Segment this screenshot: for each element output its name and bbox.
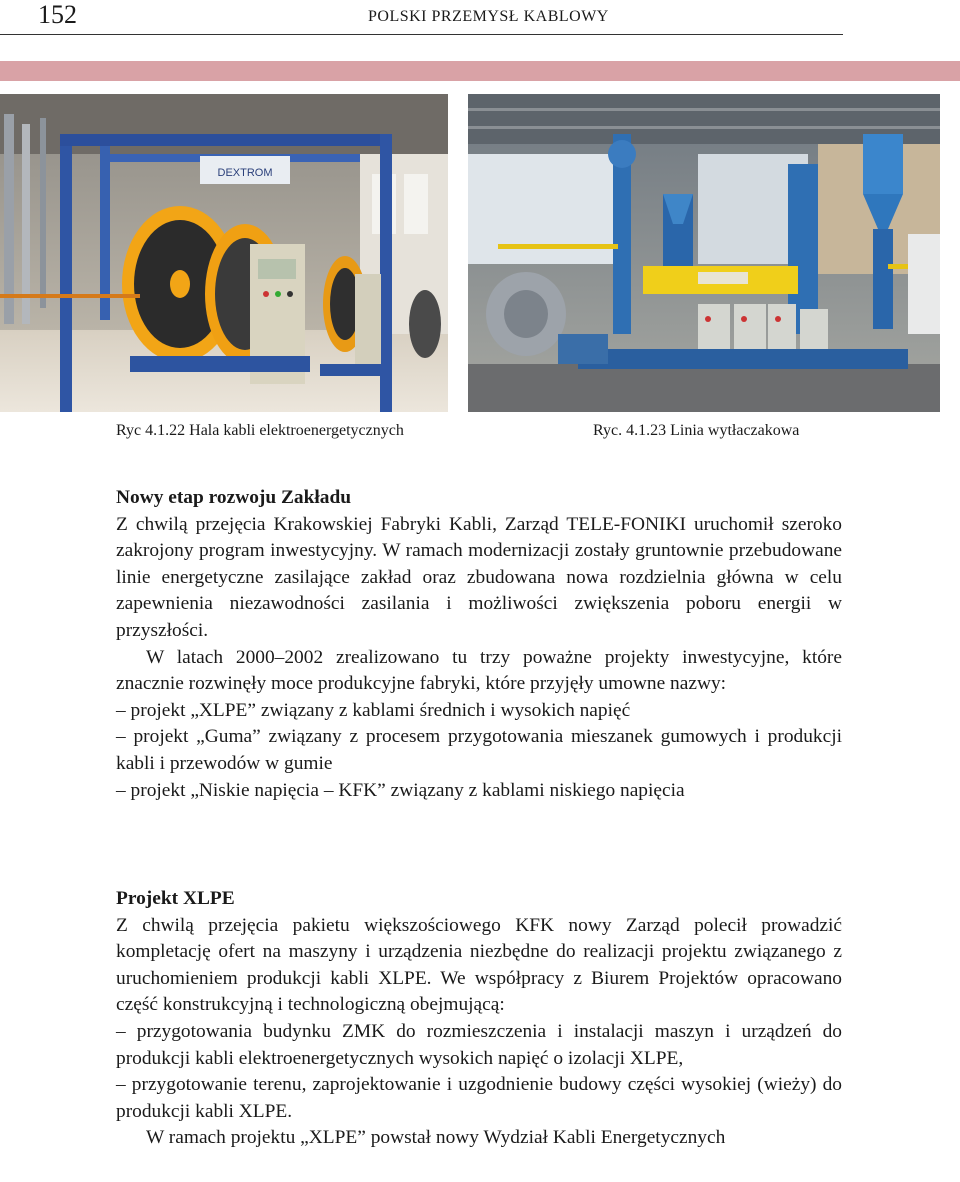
section-heading: Nowy etap rozwoju Zakładu — [116, 487, 352, 508]
dextrom-sign-text: DEXTROM — [217, 167, 273, 179]
list-item: – projekt „Guma” związany z procesem przygotowania mieszanek gumowych i produkcji kabli i przewodów w gumie — [116, 726, 842, 774]
photo-extruder-line — [468, 94, 940, 412]
figure-caption-right: Ryc. 4.1.23 Linia wytłaczakowa — [593, 422, 800, 439]
section-development — [116, 485, 842, 804]
paragraph: Z chwilą przejęcia Krakowskiej Fabryki Kabli, Zarząd TELE-FONIKI uruchomił szeroko zakrojony program inwestycyjny. W ramach modernizacji zostały gruntownie przebudowane linie energetyczne zasilające zakład oraz zbudowana nowa rozdzielnia główna w celu zapewnienia niezawodności zasilania i możliwości zwiększenia poboru energii w przyszłości. — [116, 513, 842, 641]
paragraph: Z chwilą przejęcia pakietu większościowego KFK nowy Zarząd polecił prowadzić kompletację ofert na maszyny i urządzenia niezbędne do realizacji projektu związanego z uruchomieniem produkcji kabli XLPE. We współpracy z Biurem Projektów opracowano część konstrukcyjną i technologiczną obejmującą: — [116, 914, 842, 1016]
paragraph: W latach 2000–2002 zrealizowano tu trzy poważne projekty inwestycyjne, które znacznie rozwinęły moce produkcyjne fabryki, które przyjęły umowne nazwy: — [116, 646, 842, 695]
page-number: 152 — [38, 0, 77, 29]
paragraph: W ramach projektu „XLPE” powstał nowy Wydział Kabli Energetycznych — [146, 1127, 726, 1149]
figure-caption-left: Ryc 4.1.22 Hala kabli elektroenergetycznych — [116, 422, 404, 439]
photo-cable-hall — [0, 94, 448, 412]
decorative-band — [0, 61, 960, 81]
list-item: – projekt „XLPE” związany z kablami średnich i wysokich napięć — [116, 699, 631, 721]
list-item: – przygotowania budynku ZMK do rozmieszczenia i instalacji maszyn i urządzeń do produkcji kabli elektroenergetycznych wysokich napięć o izolacji XLPE, — [116, 1020, 842, 1069]
section-heading: Projekt XLPE — [116, 888, 235, 909]
list-item: – przygotowanie terenu, zaprojektowanie i uzgodnienie budowy części wysokiej (wieży) do produkcji kabli XLPE. — [116, 1074, 842, 1122]
list-item: – projekt „Niskie napięcia – KFK” związany z kablami niskiego napięcia — [116, 779, 685, 801]
header-rule — [0, 34, 843, 35]
section-xlpe — [116, 886, 842, 1152]
running-title: POLSKI PRZEMYSŁ KABLOWY — [368, 8, 609, 25]
